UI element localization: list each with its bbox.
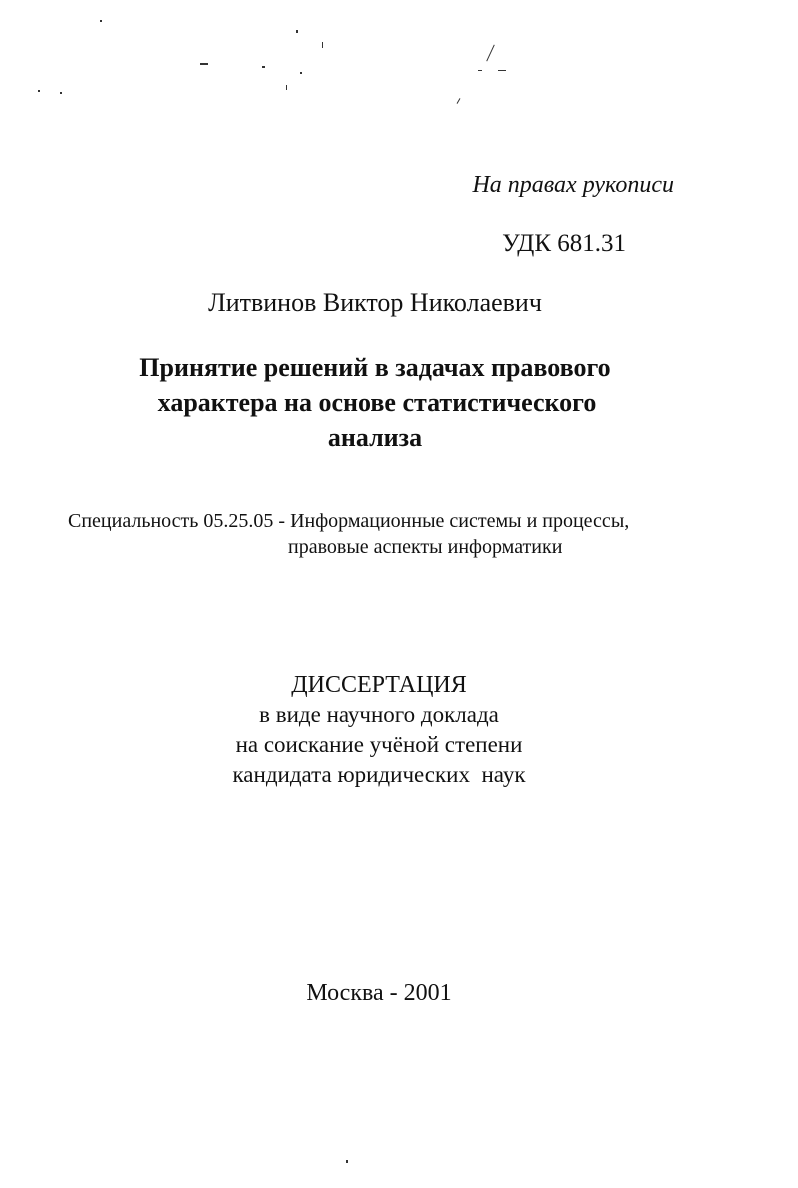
scan-speck — [38, 90, 40, 92]
title-line: анализа — [327, 423, 423, 452]
scan-speck — [346, 1160, 348, 1163]
scan-speck — [486, 45, 495, 62]
scan-speck — [60, 92, 62, 94]
dissertation-line: в виде научного доклада — [259, 702, 499, 727]
title-line: характера на основе статистического — [157, 388, 597, 417]
title-line: Принятие решений в задачах правового — [139, 353, 611, 382]
scan-speck — [478, 70, 482, 71]
scan-speck — [296, 30, 298, 33]
specialty-line: Специальность 05.25.05 - Информационные системы и процессы, — [68, 510, 630, 532]
dissertation-title — [0, 350, 750, 455]
scan-speck — [457, 98, 461, 104]
dissertation-line: кандидата юридических наук — [232, 762, 526, 787]
manuscript-note: На правах рукописи — [472, 172, 674, 198]
scan-speck — [100, 20, 102, 22]
scan-speck — [322, 42, 323, 48]
dissertation-heading: ДИССЕРТАЦИЯ — [291, 672, 467, 698]
dissertation-block — [0, 670, 758, 790]
scan-speck — [286, 85, 287, 90]
author-name: Литвинов Виктор Николаевич — [208, 288, 542, 317]
scan-speck — [300, 72, 302, 74]
scan-speck — [200, 63, 208, 65]
scan-speck — [498, 70, 506, 71]
udk-code: УДК 681.31 — [502, 230, 626, 257]
scan-speck — [262, 66, 265, 68]
city-year: Москва - 2001 — [306, 980, 452, 1006]
specialty-line-continued: правовые аспекты информатики — [288, 536, 563, 558]
dissertation-line: на соискание учёной степени — [235, 732, 523, 757]
